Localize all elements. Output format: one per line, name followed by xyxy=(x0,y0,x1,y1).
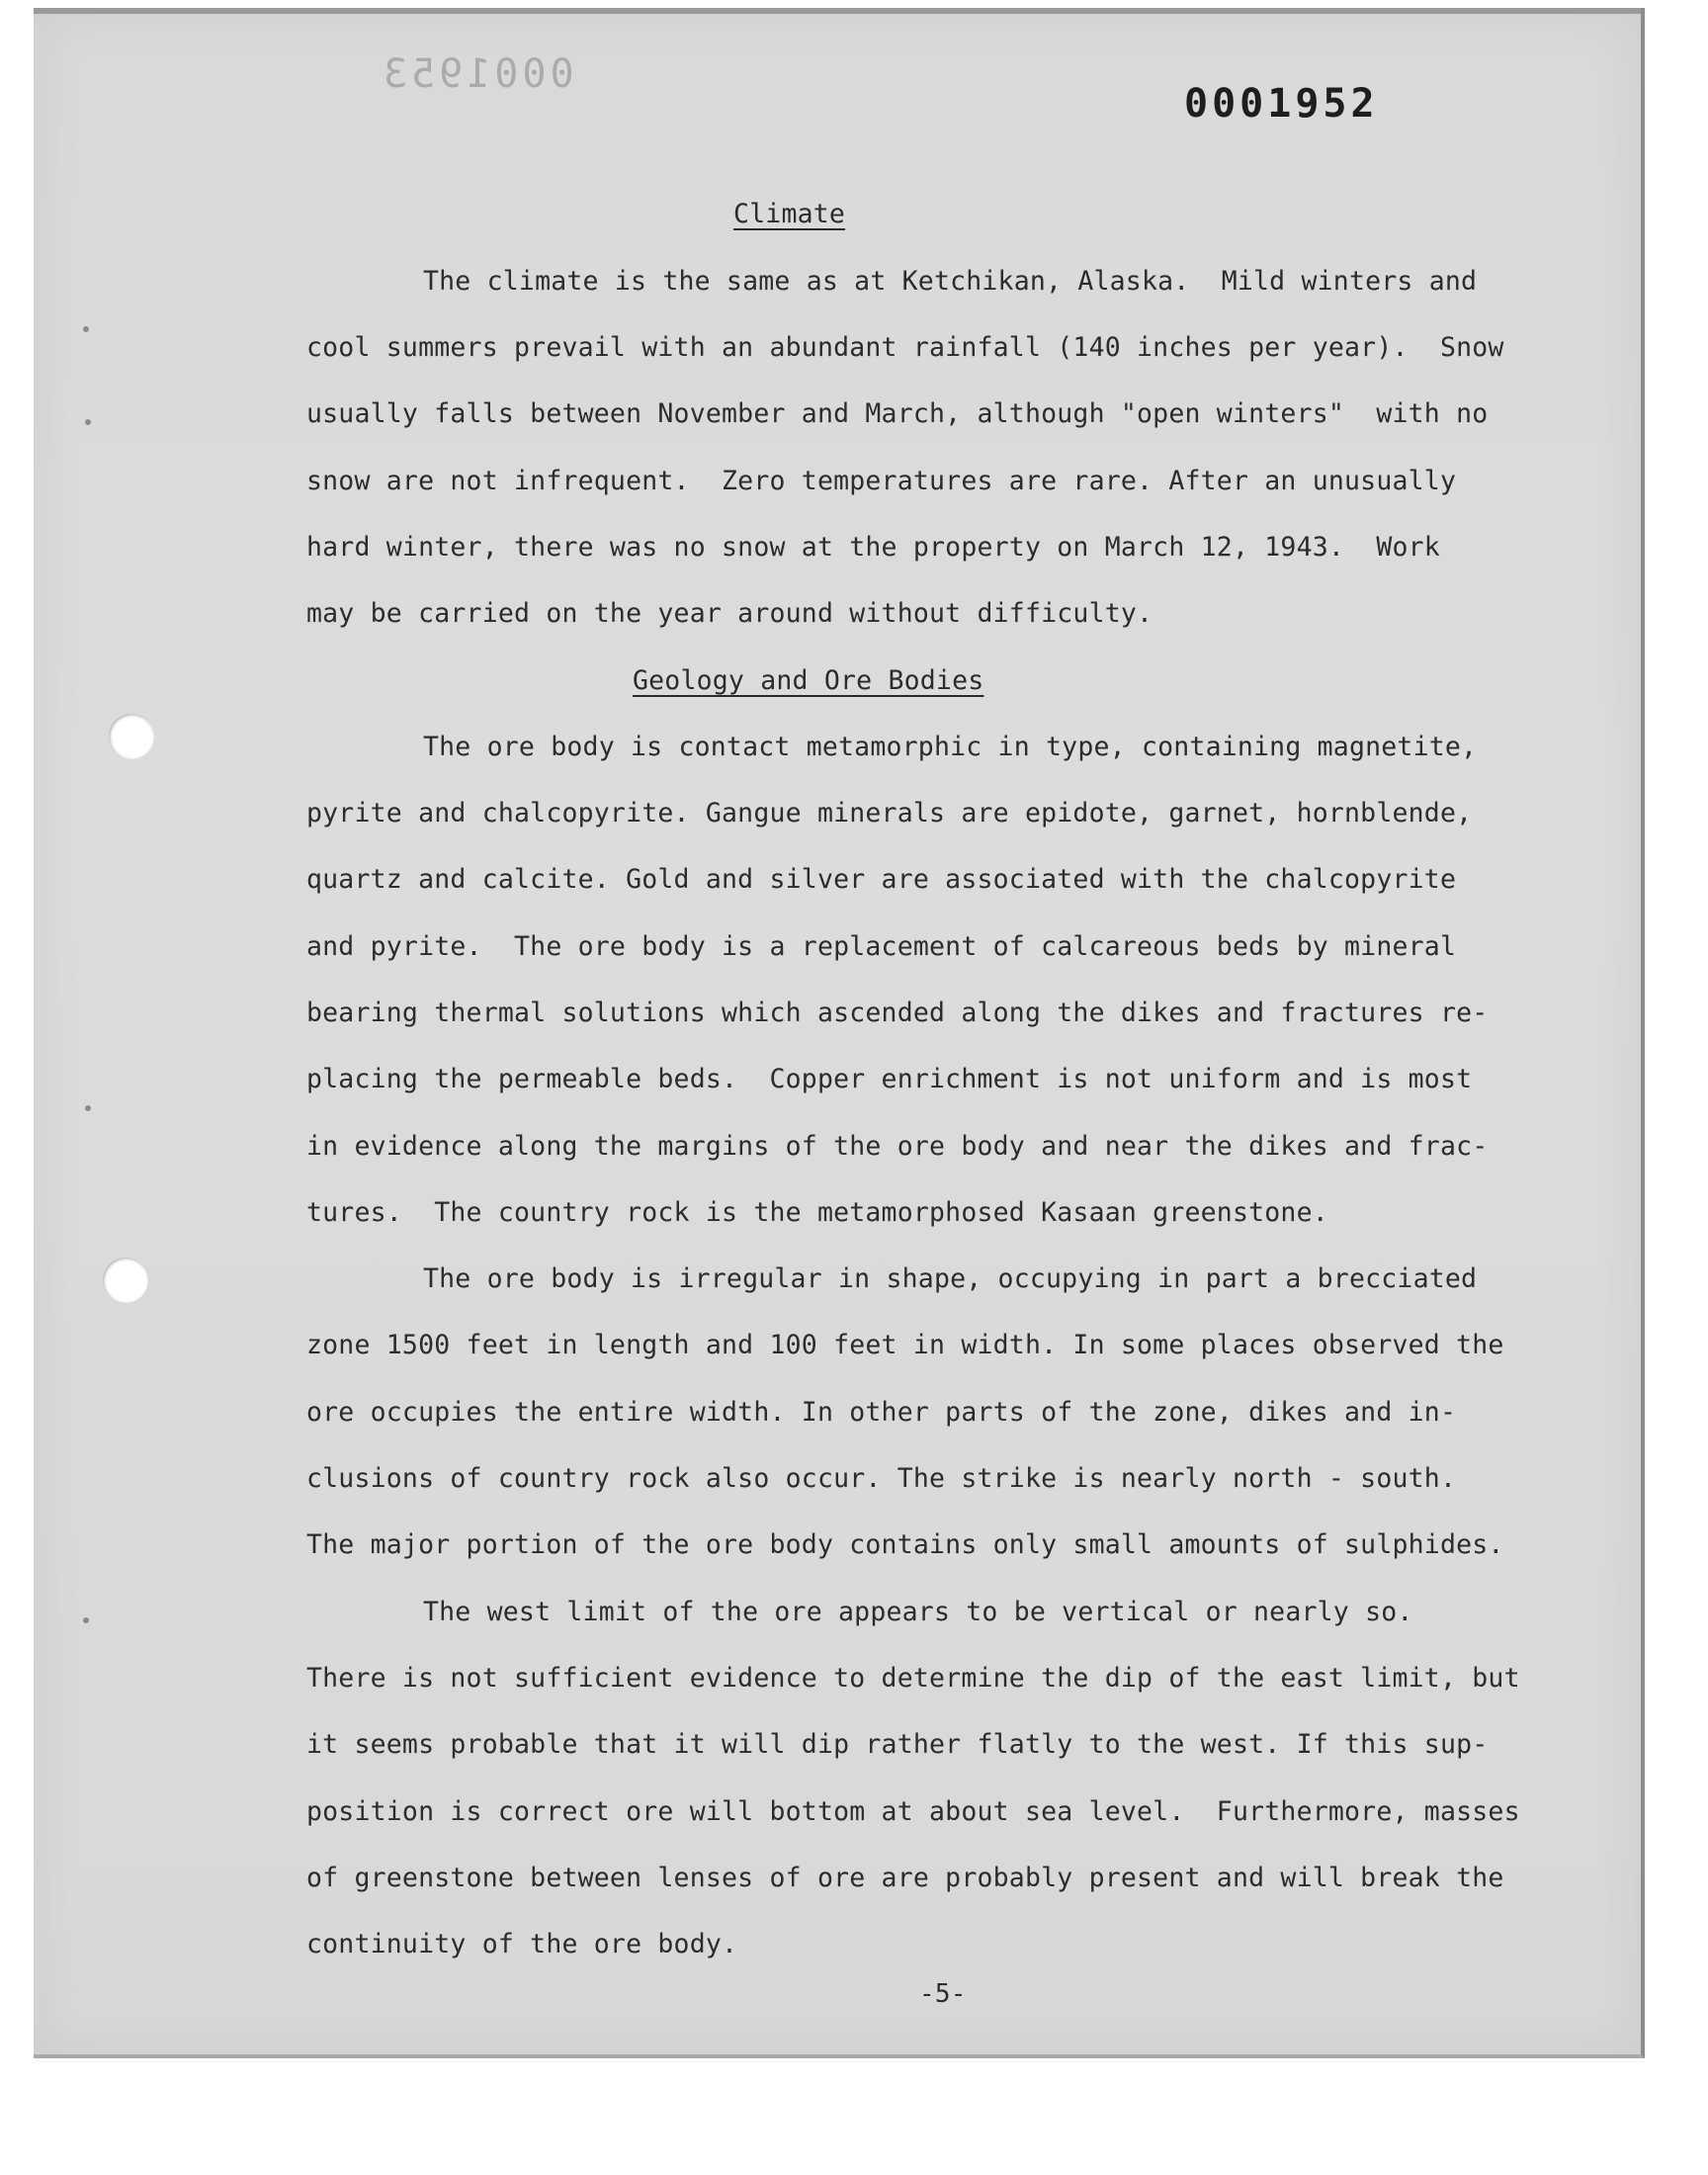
text-line: position is correct ore will bottom at about sea level. Furthermore, masses xyxy=(306,1796,1520,1827)
speck xyxy=(85,1105,91,1111)
text-line: of greenstone between lenses of ore are probably present and will break the xyxy=(306,1863,1504,1893)
text-line: hard winter, there was no snow at the property on March 12, 1943. Work xyxy=(306,532,1440,563)
document-number: 0001952 xyxy=(1184,81,1379,127)
text-line: in evidence along the margins of the ore body and near the dikes and frac- xyxy=(306,1131,1489,1162)
text-line: pyrite and chalcopyrite. Gangue minerals are epidote, garnet, hornblende, xyxy=(306,798,1473,828)
section-heading-climate: Climate xyxy=(733,199,846,229)
text-line: and pyrite. The ore body is a replacement of calcareous beds by mineral xyxy=(306,931,1457,962)
text-line: quartz and calcite. Gold and silver are associated with the chalcopyrite xyxy=(306,864,1457,895)
text-line: usually falls between November and March, although "open winters" with no xyxy=(306,398,1489,429)
section-heading-geology: Geology and Ore Bodies xyxy=(633,665,984,696)
text-line: clusions of country rock also occur. The strike is nearly north - south. xyxy=(306,1463,1457,1494)
punch-hole-lower xyxy=(103,1258,148,1303)
text-line: The ore body is irregular in shape, occupying in part a brecciated xyxy=(423,1263,1478,1294)
speck xyxy=(83,326,89,332)
document-page xyxy=(34,8,1645,2058)
text-line: cool summers prevail with an abundant rainfall (140 inches per year). Snow xyxy=(306,332,1504,363)
text-line: The ore body is contact metamorphic in type, containing magnetite, xyxy=(423,732,1478,762)
text-line: snow are not infrequent. Zero temperatures are rare. After an unusually xyxy=(306,466,1457,496)
text-line: The climate is the same as at Ketchikan, Alaska. Mild winters and xyxy=(423,266,1478,297)
speck xyxy=(85,419,91,425)
page-number: -5- xyxy=(919,1979,967,2009)
text-line: zone 1500 feet in length and 100 feet in width. In some places observed the xyxy=(306,1330,1504,1360)
text-line: may be carried on the year around without difficulty. xyxy=(306,598,1153,629)
punch-hole-upper xyxy=(109,714,154,759)
text-line: There is not sufficient evidence to determine the dip of the east limit, but xyxy=(306,1663,1520,1694)
text-line: The major portion of the ore body contains only small amounts of sulphides. xyxy=(306,1529,1504,1560)
text-line: placing the permeable beds. Copper enrichment is not uniform and is most xyxy=(306,1064,1473,1094)
text-line: ore occupies the entire width. In other parts of the zone, dikes and in- xyxy=(306,1397,1457,1428)
bleed-through-document-number: 0001953 xyxy=(380,51,574,97)
text-line: The west limit of the ore appears to be vertical or nearly so. xyxy=(423,1597,1413,1627)
text-line: continuity of the ore body. xyxy=(306,1929,738,1959)
text-line: bearing thermal solutions which ascended along the dikes and fractures re- xyxy=(306,998,1489,1028)
text-line: tures. The country rock is the metamorphosed Kasaan greenstone. xyxy=(306,1197,1328,1228)
speck xyxy=(83,1617,89,1623)
text-line: it seems probable that it will dip rather flatly to the west. If this sup- xyxy=(306,1729,1489,1760)
